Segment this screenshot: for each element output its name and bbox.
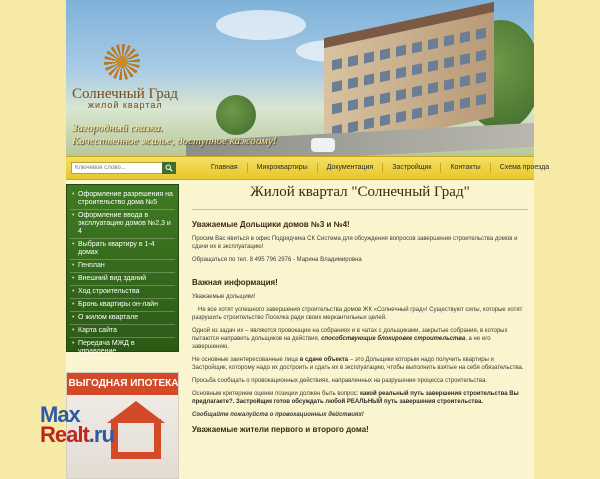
page-background-right xyxy=(534,0,600,479)
search-icon xyxy=(165,164,173,172)
search-input[interactable] xyxy=(71,162,163,174)
paragraph-report-request: Просьба сообщать о провокационных действиях, направленных на разрушение процесса строительства. xyxy=(192,378,488,384)
paragraph-salutation: Уважаемые дольщики! xyxy=(192,294,256,300)
tree-image xyxy=(216,95,256,135)
sidebar-item-appearance[interactable]: • Внешний вид зданий xyxy=(70,273,175,286)
search-button[interactable] xyxy=(162,162,176,174)
paragraph-forces: Не все хотят успешного завершения строительства домов ЖК «Солнечный град»! Существуют силы, которые хотят разрушить строительство Поселка ради своих меркантильных целей. xyxy=(192,307,523,321)
sidebar-item-construction-progress[interactable]: • Ход строительства xyxy=(70,286,175,299)
main-content xyxy=(192,184,528,440)
nav-contacts[interactable]: Контакты xyxy=(440,163,489,173)
sidebar-item-management-transfer[interactable]: • Передача МЖД в управление xyxy=(70,338,175,359)
house-icon xyxy=(111,419,161,459)
main-menu xyxy=(202,157,558,179)
sidebar-item-commissioning[interactable]: • Оформление ввода в эксплуатацию домов №2,3 и 4 xyxy=(70,210,175,239)
sidebar-item-building-permit[interactable]: • Оформление разрешения на строительство дома №5 xyxy=(70,189,175,210)
sidebar-item-sitemap[interactable]: • Карта сайта xyxy=(70,325,175,338)
page-title: Жилой квартал "Солнечный Град" xyxy=(192,184,528,210)
paragraph-phone: Обращаться по тел. 8 495 796 2976 - Марина Владимировна xyxy=(192,257,362,263)
page-container xyxy=(66,0,550,479)
paragraph-stakeholders: Не основные заинтересованные лица в сдаче объекта – это Дольщики которым надо получить квартиры и Застройщик, которому надо их достроить и сдать их в эксплуатацию, чтобы выполнить взятые на себя обязательства. xyxy=(192,357,524,371)
header-banner xyxy=(66,0,534,156)
paragraph-criterion: Основным критерием оценки позиции должен быть вопрос: какой реальный путь завершения строительства Вы предлагаете?. Застройщик готов обсуждать любой РЕАЛЬНЫЙ путь завершения строительства. xyxy=(192,391,519,405)
top-nav-bar xyxy=(66,156,550,180)
paragraph-office-request: Просим Вас явиться в офис Подрядчика СК Система для обсуждения вопросов завершения строительства домов и сдачи их в эксплуатацию! xyxy=(192,236,518,250)
sidebar-item-about[interactable]: • О жилом квартале xyxy=(70,312,175,325)
paragraph-report-provocations: Сообщайте пожалуйста о провокационных действиях! xyxy=(192,412,364,418)
sidebar-item-master-plan[interactable]: • Генплан xyxy=(70,260,175,273)
paragraph-provocations: Одной из задач их – являются провокации на собраниях и в чатах с дольщиками, закрытые собрания, в которых пытаются направить дольщиков на действия, способствующие блокировке строительства, а не его завершению. xyxy=(192,328,508,350)
logo-subtitle: жилой квартал xyxy=(88,100,163,110)
slogan-line-2: Качественное жилье, доступное каждому! xyxy=(72,135,277,147)
slogan-line-1: Загородный сказка. xyxy=(72,122,163,134)
car-image xyxy=(311,138,335,152)
sidebar-menu xyxy=(66,184,179,355)
nav-home[interactable]: Главная xyxy=(211,164,238,171)
greeting-heading: Уважаемые Дольщики домов №3 и №4! xyxy=(192,220,350,229)
sidebar-item-online-booking[interactable]: • Бронь квартиры он-лайн xyxy=(70,299,175,312)
sun-logo-icon xyxy=(104,44,140,80)
ad-title: ВЫГОДНАЯ ИПОТЕКА xyxy=(67,373,179,395)
important-info-heading: Важная информация! xyxy=(192,278,278,287)
nav-developer[interactable]: Застройщик xyxy=(382,163,440,173)
logo-name: Солнечный Град xyxy=(72,86,179,102)
sidebar-item-choose-apartment[interactable]: • Выбрать квартиру в 1-4 домах xyxy=(70,239,175,260)
greeting-heading-2: Уважаемые жители первого и второго дома! xyxy=(192,425,369,434)
cloud-image xyxy=(216,10,306,40)
nav-directions[interactable]: Схема проезда xyxy=(490,163,558,173)
maxrealt-watermark: Max Realt.ru xyxy=(40,402,114,447)
nav-micro-apartments[interactable]: Микроквартиры xyxy=(247,163,317,173)
nav-documentation[interactable]: Документация xyxy=(317,163,383,173)
